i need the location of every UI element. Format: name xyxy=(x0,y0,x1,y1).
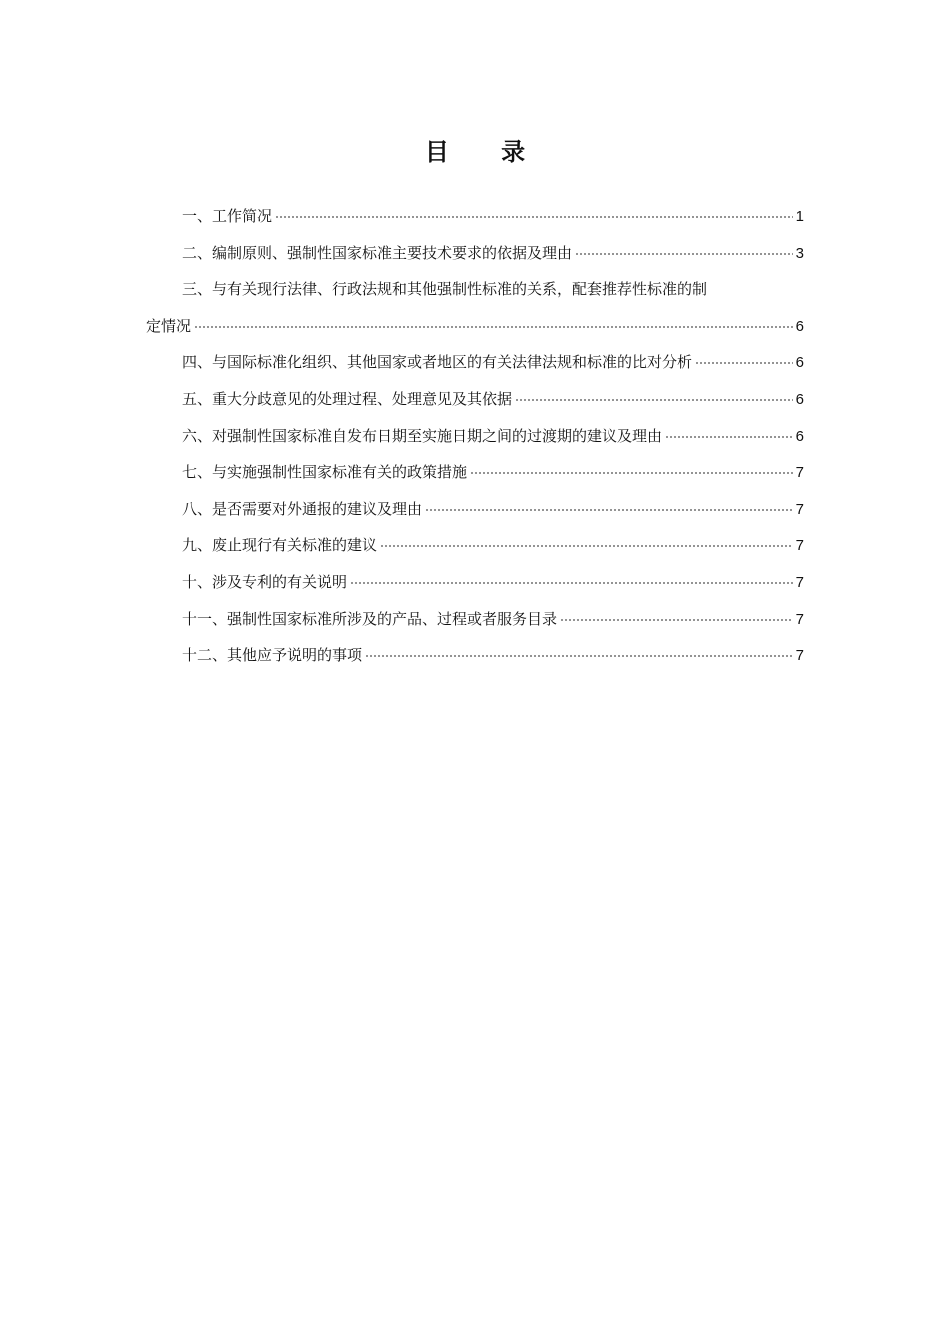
toc-entry-9[interactable] xyxy=(146,527,804,564)
toc-page-number: 6 xyxy=(795,390,804,408)
toc-entry-text: 十一、强制性国家标准所涉及的产品、过程或者服务目录 xyxy=(182,609,558,628)
toc-title: 目 录 xyxy=(424,138,548,166)
dot-leader xyxy=(695,357,793,367)
toc-entry-3[interactable] xyxy=(146,271,804,344)
toc-entry-11[interactable] xyxy=(146,601,804,638)
dot-leader xyxy=(194,321,793,331)
dot-leader xyxy=(275,211,793,221)
toc-entry-12[interactable] xyxy=(146,637,804,674)
dot-leader xyxy=(470,467,793,477)
dot-leader xyxy=(515,394,793,404)
toc-entry-6[interactable] xyxy=(146,418,804,455)
toc-entry-text: 八、是否需要对外通报的建议及理由 xyxy=(182,499,423,518)
toc-entry-text: 十二、其他应予说明的事项 xyxy=(182,646,363,665)
toc-entry-2[interactable] xyxy=(146,235,804,272)
toc-entry-text: 七、与实施强制性国家标准有关的政策措施 xyxy=(182,463,468,482)
dot-leader xyxy=(575,248,793,258)
toc-page-number: 1 xyxy=(795,208,804,225)
toc-entry-10[interactable] xyxy=(146,564,804,601)
toc-page-number: 7 xyxy=(795,500,804,518)
toc-entry-4[interactable] xyxy=(146,344,804,381)
toc-page-number: 7 xyxy=(795,537,804,555)
toc-page-number: 6 xyxy=(795,317,804,335)
dot-leader xyxy=(560,614,793,624)
toc-page-number: 6 xyxy=(795,427,804,445)
dot-leader xyxy=(425,504,793,514)
toc-page-number: 7 xyxy=(795,610,804,628)
toc-page-number: 3 xyxy=(795,244,804,262)
toc-entry-text: 五、重大分歧意见的处理过程、处理意见及其依据 xyxy=(182,389,513,408)
toc-entry-text: 九、废止现行有关标准的建议 xyxy=(182,536,378,555)
toc-entry-text: 十、涉及专利的有关说明 xyxy=(182,572,348,591)
dot-leader xyxy=(665,431,793,441)
dot-leader xyxy=(380,540,793,550)
toc-page-number: 6 xyxy=(795,354,804,372)
toc-page-number: 7 xyxy=(795,464,804,482)
toc-entry-text: 二、编制原则、强制性国家标准主要技术要求的依据及理由 xyxy=(182,243,573,262)
table-of-contents xyxy=(146,198,804,674)
toc-entry-1[interactable] xyxy=(146,198,804,235)
toc-page-number: 7 xyxy=(795,647,804,665)
toc-entry-8[interactable] xyxy=(146,491,804,528)
toc-entry-text: 六、对强制性国家标准自发布日期至实施日期之间的过渡期的建议及理由 xyxy=(182,426,663,445)
toc-entry-text-line1: 三、与有关现行法律、行政法规和其他强制性标准的关系，配套推荐性标准的制 xyxy=(182,280,708,299)
toc-entry-text: 四、与国际标准化组织、其他国家或者地区的有关法律法规和标准的比对分析 xyxy=(182,353,693,372)
dot-leader xyxy=(350,577,793,587)
toc-entry-5[interactable] xyxy=(146,381,804,418)
toc-entry-7[interactable] xyxy=(146,454,804,491)
toc-entry-text: 一、工作简况 xyxy=(182,207,273,225)
toc-entry-text-line2: 定情况 xyxy=(146,316,192,335)
toc-page-number: 7 xyxy=(795,573,804,591)
dot-leader xyxy=(365,650,793,660)
